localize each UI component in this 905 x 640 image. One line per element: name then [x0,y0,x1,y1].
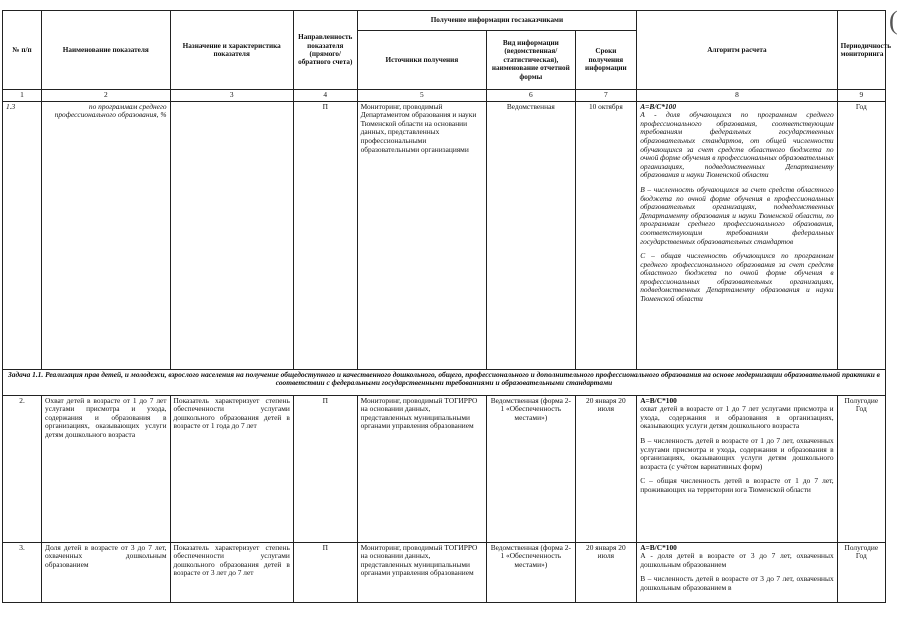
header-name: Наименование показателя [42,11,170,90]
algorithm-b: В – численность детей в возрасте от 3 до 7 лет, охваченных дошкольным образованием в [640,574,834,592]
header-info-group: Получение информации госзаказчиками [357,11,637,31]
indicator-direction: П [293,101,357,369]
algorithm-b: В – численность детей в возрасте от 1 до 7 лет, охваченных услугами присмотра и ухода, содержания и образования в организациях, оказывающих услуги детям дошкольного возраста (с учётом вариативных форм) [640,435,834,471]
indicator-direction: П [293,542,357,602]
col-number: 7 [575,90,637,102]
header-algorithm: Алгоритм расчета [637,11,837,90]
indicator-purpose [170,101,293,369]
algorithm-formula: А=В/С*100 [640,395,677,405]
algorithm-formula: А=В/С*100 [640,101,677,111]
header-purpose: Назначение и характеристика показателя [170,11,293,90]
column-number-row [3,90,886,102]
info-deadline: 20 января 20 июля [575,542,637,602]
periodicity: Полугодие Год [837,395,885,542]
info-type: Ведомственная (форма 2-1 «Обеспеченность местами») [487,542,575,602]
algorithm-c: С – общая численность обучающихся по программам среднего профессионального образования за счет средств областного бюджета по очной форме обучения в профессиональных образовательных организациях, подведомственных Департаменту образования и науки Тюменской области [640,251,834,304]
indicator-name: по программам среднего профессионального образования, % [42,101,170,369]
info-type: Ведомственная [487,101,575,369]
indicator-purpose: Показатель характеризует степень обеспеченности услугами дошкольного образования детей в возрасте от 1 года до 7 лет [170,395,293,542]
algorithm-cell [637,542,837,602]
col-number: 2 [42,90,170,102]
header-info-type: Вид информации (ведомственная/статистическая), наименование отчетной формы [487,31,575,90]
periodicity: Полугодие Год [837,542,885,602]
indicator-direction: П [293,395,357,542]
table-row [3,395,886,542]
indicators-table [2,10,892,603]
header-sources: Источники получения [357,31,487,90]
header-periodicity: Периодичность мониторинга [837,11,885,90]
row-number: 2. [3,395,42,542]
algorithm-a: А - доля обучающихся по программам среднего профессионального образования, соответствующим требованиям федеральных государственных образовательных стандартов, от общей численности обучающихся за счет средств областного бюджета по очной форме обучения в профессиональных образовательных организациях, подведомственных Департаменту образования и науки Тюменской области [640,110,834,180]
info-source: Мониторинг, проводимый ТОГИРРО на основании данных, представленных муниципальными органами управления образованием [357,395,487,542]
col-number: 5 [357,90,487,102]
col-number: 9 [837,90,885,102]
indicator-purpose: Показатель характеризует степень обеспеченности услугами дошкольного образования детей в возрасте от 3 лет до 7 лет [170,542,293,602]
task-row [3,369,886,395]
col-number: 1 [3,90,42,102]
col-number: 4 [293,90,357,102]
scan-edge-mark: ( [889,6,898,35]
info-deadline: 20 января 20 июля [575,395,637,542]
indicator-name: Охват детей в возрасте от 1 до 7 лет услугами присмотра и ухода, содержания и образования в организациях, оказывающих услуги детям дошкольного возраста [42,395,170,542]
header-deadlines: Сроки получения информации [575,31,637,90]
info-type: Ведомственная (форма 2-1 «Обеспеченность местами») [487,395,575,542]
algorithm-a: А - доля детей в возрасте от 3 до 7 лет, охваченных дошкольным образованием [640,551,834,569]
col-number: 6 [487,90,575,102]
col-number: 8 [637,90,837,102]
row-number: 3. [3,542,42,602]
algorithm-a: охват детей в возрасте от 1 до 7 лет услугами присмотра и ухода, содержания и образования в организациях, оказывающих услуги детям дошкольного возраста [640,404,834,431]
header-direction: Направленность показателя (прямого/обратного счета) [293,11,357,90]
task-heading: Задача 1.1. Реализация прав детей, и молодежи, взрослого населения на получение общедоступного и качественного дошкольного, общего, профессионального и дополнительного профессионального образования на основе модернизации образовательной практики в соответствии с федеральными государственными требованиями и образовательными стандартами [3,369,886,395]
table-row [3,101,886,369]
algorithm-cell [637,395,837,542]
info-deadline: 10 октября [575,101,637,369]
indicator-name: Доля детей в возрасте от 3 до 7 лет, охваченных дошкольным образованием [42,542,170,602]
periodicity: Год [837,101,885,369]
algorithm-c: С – общая численность детей в возрасте от 1 до 7 лет, проживающих на территории юга Тюменской области [640,476,834,494]
info-source: Мониторинг, проводимый ТОГИРРО на основании данных, представленных муниципальными органами управления образованием [357,542,487,602]
header-num: № п/п [3,11,42,90]
algorithm-b: В – численность обучающихся за счет средств областного бюджета по очной форме обучения в профессиональных образовательных организациях, подведомственных Департаменту образования и науки Тюменской области, по программам среднего профессионального образования, соответствующим требованиям федеральных государственных образовательных стандартов [640,184,834,246]
algorithm-formula: А=В/С*100 [640,542,677,552]
col-number: 3 [170,90,293,102]
algorithm-cell [637,101,837,369]
info-source: Мониторинг, проводимый Департаментом образования и науки Тюменской области на основании данных, представленных профессиональными образовательными организациями [357,101,487,369]
row-number: 1.3 [3,101,42,369]
table-row [3,542,886,602]
